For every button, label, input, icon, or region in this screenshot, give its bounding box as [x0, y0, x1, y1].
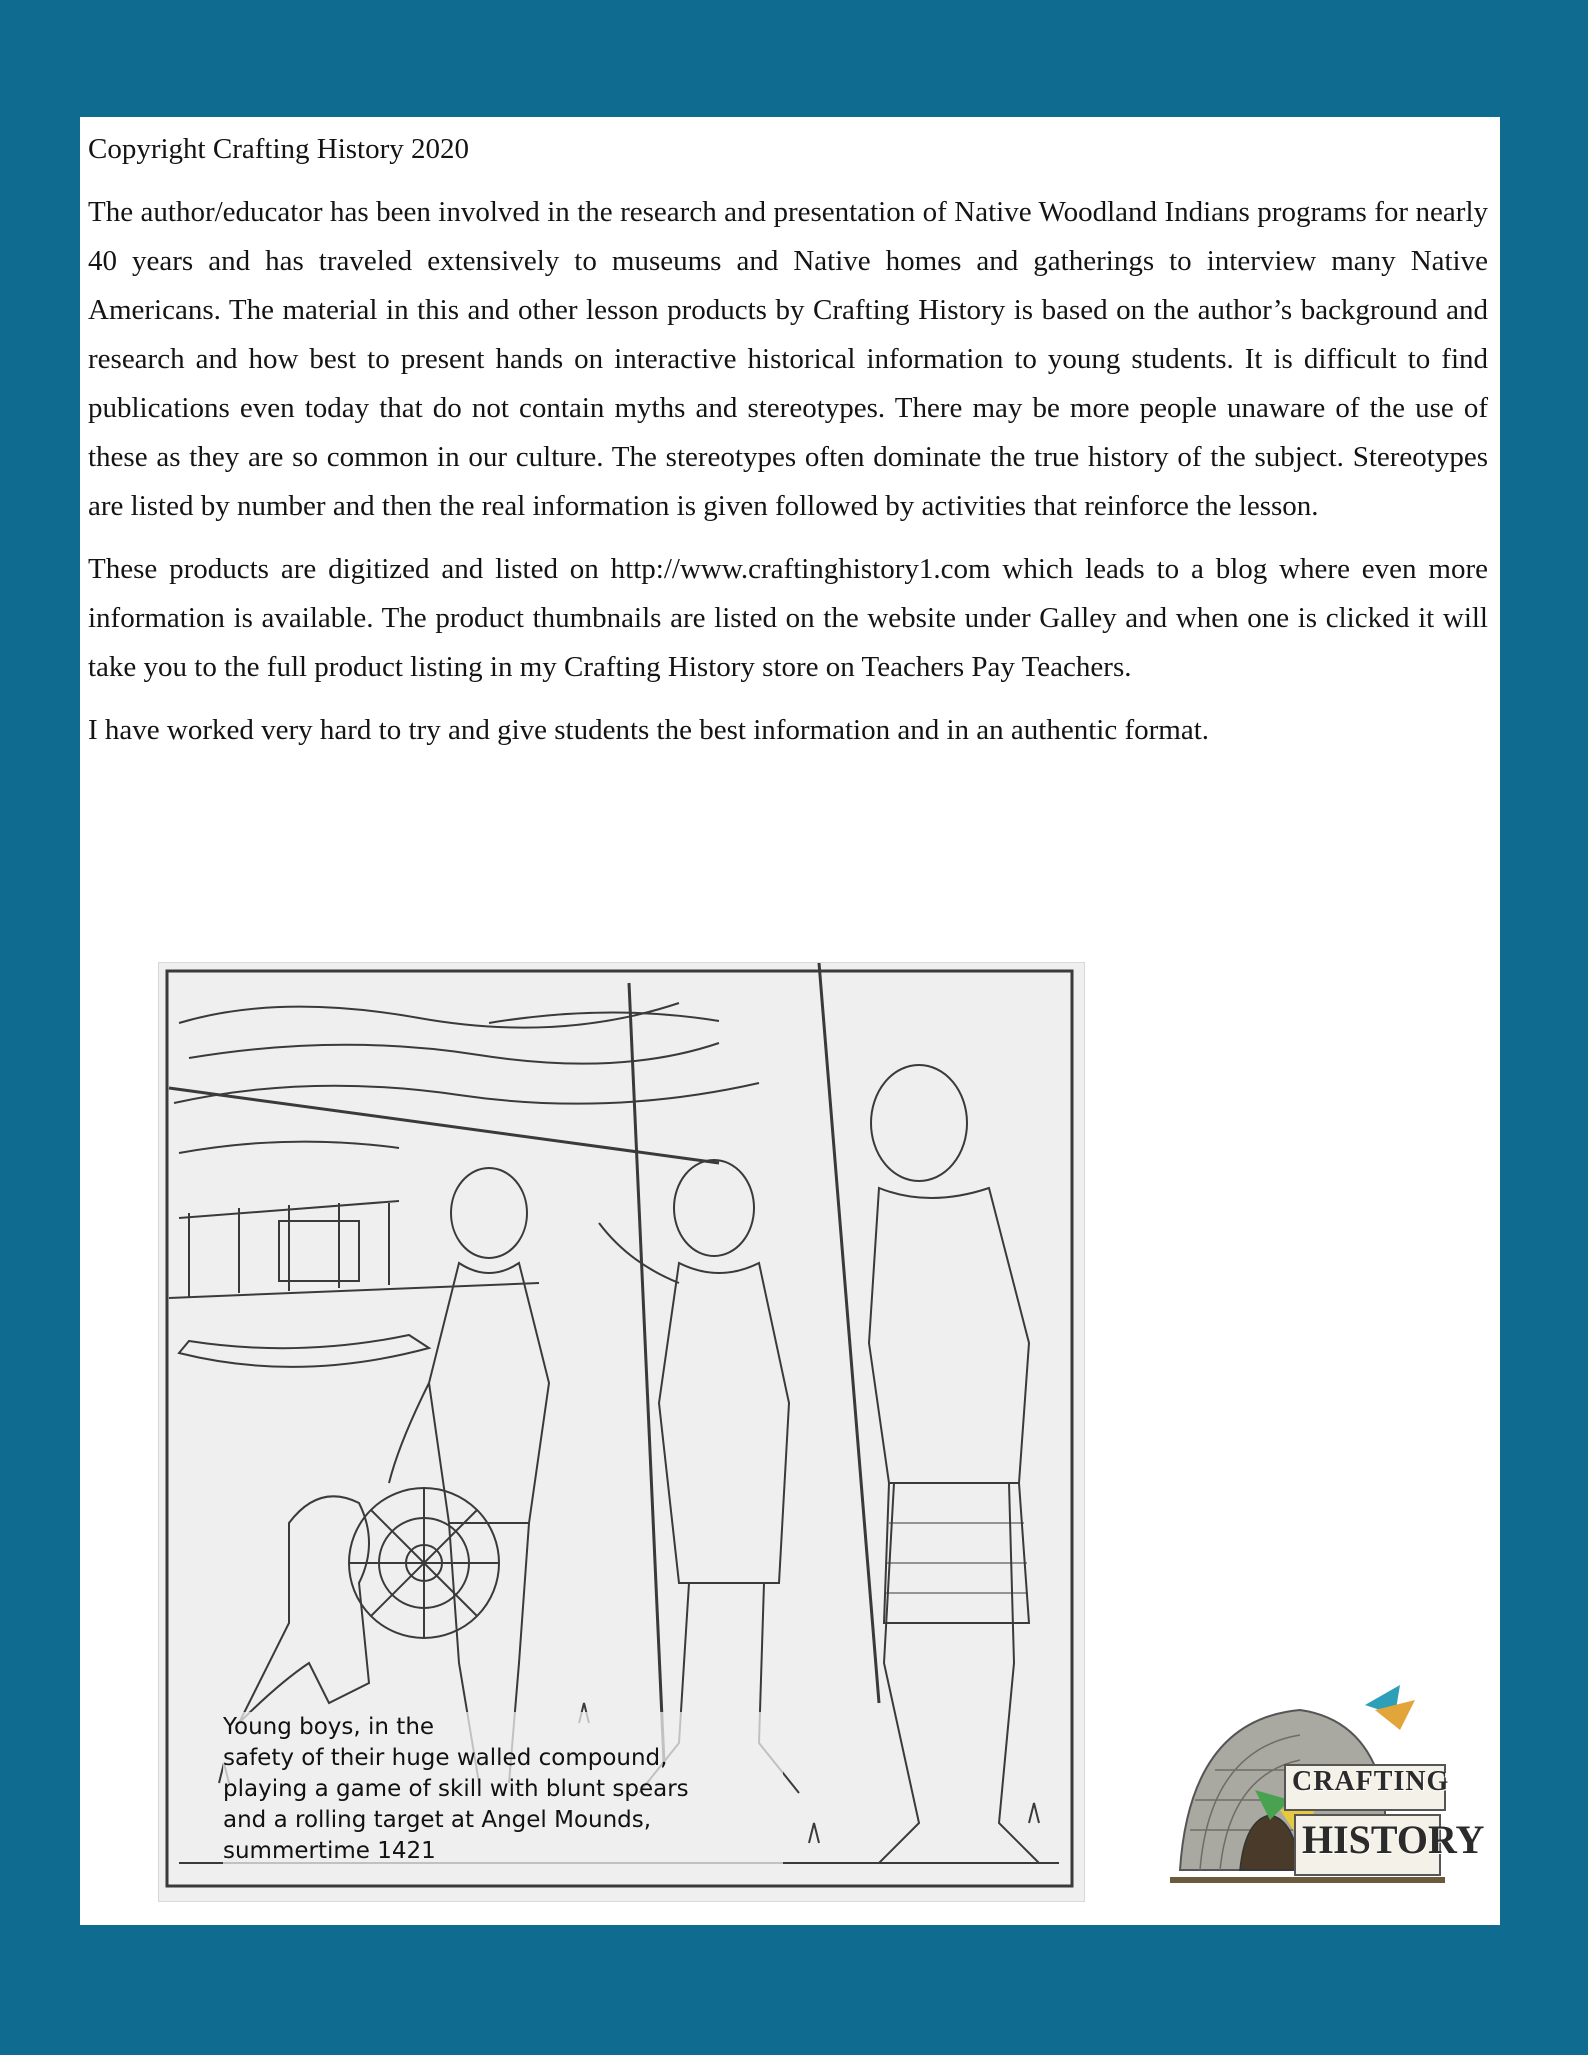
illustration-caption [223, 1712, 783, 1867]
caption-line: safety of their huge walled compound, [223, 1745, 668, 1771]
body-text [88, 125, 1488, 769]
caption-line: Young boys, in the [223, 1714, 435, 1740]
paragraph-products: These products are digitized and listed on http://www.craftinghistory1.com which leads to a blog where even more information is available. The product thumbnails are listed on the website under Galley and when one is clicked it will take you to the full product listing in my Crafting History store on Teachers Pay Teachers. [88, 553, 1488, 683]
logo-word-history: HISTORY [1302, 1817, 1485, 1862]
paragraph-closing: I have worked very hard to try and give students the best information and in an authentic format. [88, 714, 1210, 746]
copyright-line: Copyright Crafting History 2020 [88, 133, 470, 165]
page-sheet [80, 117, 1500, 1925]
paragraph-author: The author/educator has been involved in the research and presentation of Native Woodland Indians programs for nearly 40 years and has traveled extensively to museums and Native homes and gatherings to interview many Native Americans. The material in this and other lesson products by Crafting History is based on the author’s background and research and how best to present hands on interactive historical information to young students. It is difficult to find publications even today that do not contain myths and stereotypes. There may be more people unaware of the use of these as they are so common in our culture. The stereotypes often dominate the true history of the subject. Stereotypes are listed by number and then the real information is given followed by activities that reinforce the lesson. [88, 196, 1488, 522]
caption-line: summertime 1421 [223, 1838, 436, 1864]
logo-word-crafting: CRAFTING [1292, 1766, 1450, 1797]
caption-line: and a rolling target at Angel Mounds, [223, 1807, 652, 1833]
caption-line: playing a game of skill with blunt spears [223, 1776, 689, 1802]
crafting-history-logo [1170, 1680, 1485, 1904]
illustration-drawing [158, 962, 1085, 1902]
